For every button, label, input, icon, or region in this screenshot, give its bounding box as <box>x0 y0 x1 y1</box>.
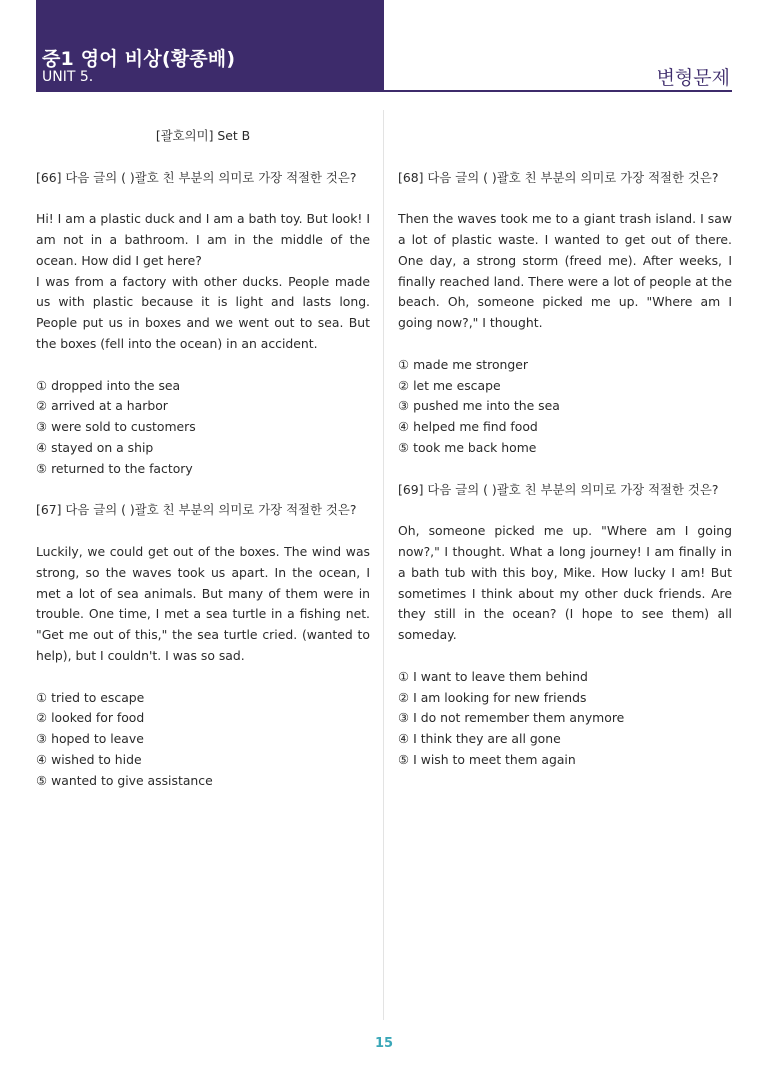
option: ② arrived at a harbor <box>36 398 168 414</box>
left-column <box>36 126 370 792</box>
question-66-prompt: [66] 다음 글의 ( )괄호 친 부분의 의미로 가장 적절한 것은? <box>36 169 357 185</box>
option: ③ were sold to customers <box>36 419 196 435</box>
question-69-passage: Oh, someone picked me up. "Where am I going now?," I thought. What a long journey! I am finally in a bath tub with this boy, Mike. How lucky I am! But sometimes I think about my other duck friends. Are they still in the ocean? (I hope to see them) all someday. <box>398 523 732 643</box>
document-title: 중1 영어 비상(황종배) <box>42 48 236 70</box>
question-69-prompt: [69] 다음 글의 ( )괄호 친 부분의 의미로 가장 적절한 것은? <box>398 481 719 497</box>
page-number: 15 <box>374 1036 394 1051</box>
column-divider <box>383 110 384 1020</box>
header-rule <box>384 90 732 92</box>
option: ① dropped into the sea <box>36 377 181 393</box>
option: ⑤ wanted to give assistance <box>36 772 213 788</box>
question-67-passage: Luckily, we could get out of the boxes. The wind was strong, so the waves took us apart. In the ocean, I met a lot of sea animals. But many of them were in trouble. One time, I met a sea turtle in a fishing net. "Get me out of this," the sea turtle cried. (wanted to help), but I couldn't. I was so sad. <box>36 543 370 663</box>
question-66-passage-2: I was from a factory with other ducks. People made us with plastic because it is light and lasts long. People put us in boxes and we went out to sea. But the boxes (fell into the ocean) in an accident. <box>36 273 370 351</box>
option: ④ helped me find food <box>398 419 538 435</box>
right-column <box>398 126 732 771</box>
option: ② looked for food <box>36 710 145 726</box>
option: ⑤ took me back home <box>398 439 537 455</box>
option: ④ I think they are all gone <box>398 731 561 747</box>
option: ① tried to escape <box>36 689 145 705</box>
option: ① made me stronger <box>398 356 528 372</box>
set-title: [괄호의미] Set B <box>155 128 251 143</box>
option: ⑤ returned to the factory <box>36 460 193 476</box>
option: ④ stayed on a ship <box>36 439 154 455</box>
question-68-options <box>398 355 732 459</box>
question-66-passage-1: Hi! I am a plastic duck and I am a bath toy. But look! I am not in a bathroom. I am in the middle of the ocean. How did I get here? <box>36 211 370 268</box>
question-69-options <box>398 667 732 771</box>
option: ④ wished to hide <box>36 751 142 767</box>
unit-label: UNIT 5. <box>42 69 94 85</box>
question-68-prompt: [68] 다음 글의 ( )괄호 친 부분의 의미로 가장 적절한 것은? <box>398 169 719 185</box>
option: ③ hoped to leave <box>36 731 144 747</box>
option: ③ I do not remember them anymore <box>398 710 625 726</box>
option: ② let me escape <box>398 377 501 393</box>
option: ① I want to leave them behind <box>398 668 588 684</box>
option: ② I am looking for new friends <box>398 689 587 705</box>
question-67-prompt: [67] 다음 글의 ( )괄호 친 부분의 의미로 가장 적절한 것은? <box>36 502 357 518</box>
question-68-passage: Then the waves took me to a giant trash island. I saw a lot of plastic waste. I wanted to get out of there. One day, a strong storm (freed me). After weeks, I finally reached land. There were a lot of people at the beach. Oh, someone picked me up. "Where am I going now?," I thought. <box>398 211 732 331</box>
section-label: 변형문제 <box>656 67 730 89</box>
question-66-options <box>36 376 370 480</box>
question-67-options <box>36 688 370 792</box>
option: ⑤ I wish to meet them again <box>398 751 576 767</box>
option: ③ pushed me into the sea <box>398 398 560 414</box>
